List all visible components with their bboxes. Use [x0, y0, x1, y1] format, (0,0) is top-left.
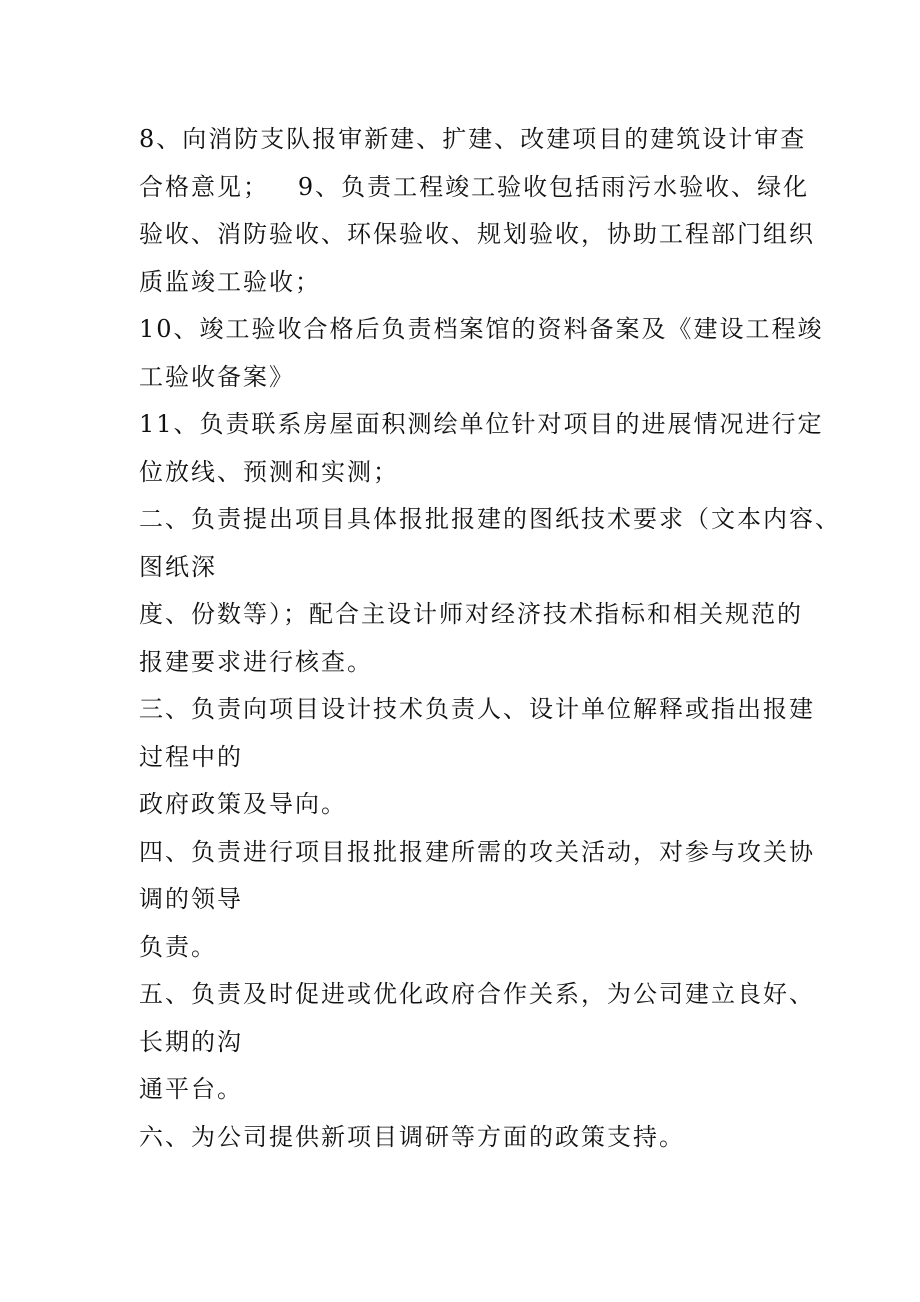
text-line: 工验收备案》: [139, 362, 295, 391]
text-line: 验收、消防验收、环保验收、规划验收，协助工程部门组织: [139, 220, 815, 248]
text-line: 二、负责提出项目具体报批报建的图纸技术要求（文本内容、: [139, 505, 841, 533]
text-line: 10、竣工验收合格后负责档案馆的资料备案及《建设工程竣: [139, 315, 824, 343]
text-line: 负责。: [139, 932, 217, 961]
text-line: 通平台。: [139, 1075, 243, 1103]
text-line: 位放线、预测和实测；: [139, 457, 399, 486]
text-line: 度、份数等）；配合主设计师对经济技术指标和相关规范的: [139, 600, 803, 628]
document-body: [139, 116, 841, 1161]
text-line: 长期的沟: [139, 1027, 243, 1056]
text-line: 11、负责联系房屋面积测绘单位针对项目的进展情况进行定: [139, 410, 824, 438]
text-line: 合格意见； 9、负责工程竣工验收包括雨污水验收、绿化: [139, 172, 810, 201]
text-line: 8、向消防支队报审新建、扩建、改建项目的建筑设计审查: [139, 125, 807, 153]
text-line: 调的领导: [139, 885, 243, 913]
text-line: 过程中的: [139, 742, 243, 771]
text-line: 政府政策及导向。: [139, 790, 347, 818]
text-line: 三、负责向项目设计技术负责人、设计单位解释或指出报建: [139, 695, 815, 723]
text-line: 五、负责及时促进或优化政府合作关系，为公司建立良好、: [139, 980, 815, 1008]
text-line: 图纸深: [139, 552, 217, 581]
text-line: 六、为公司提供新项目调研等方面的政策支持。: [139, 1122, 685, 1151]
text-line: 报建要求进行核查。: [139, 647, 373, 676]
text-line: 四、负责进行项目报批报建所需的攻关活动，对参与攻关协: [139, 837, 815, 866]
text-line: 质监竣工验收；: [139, 267, 321, 296]
